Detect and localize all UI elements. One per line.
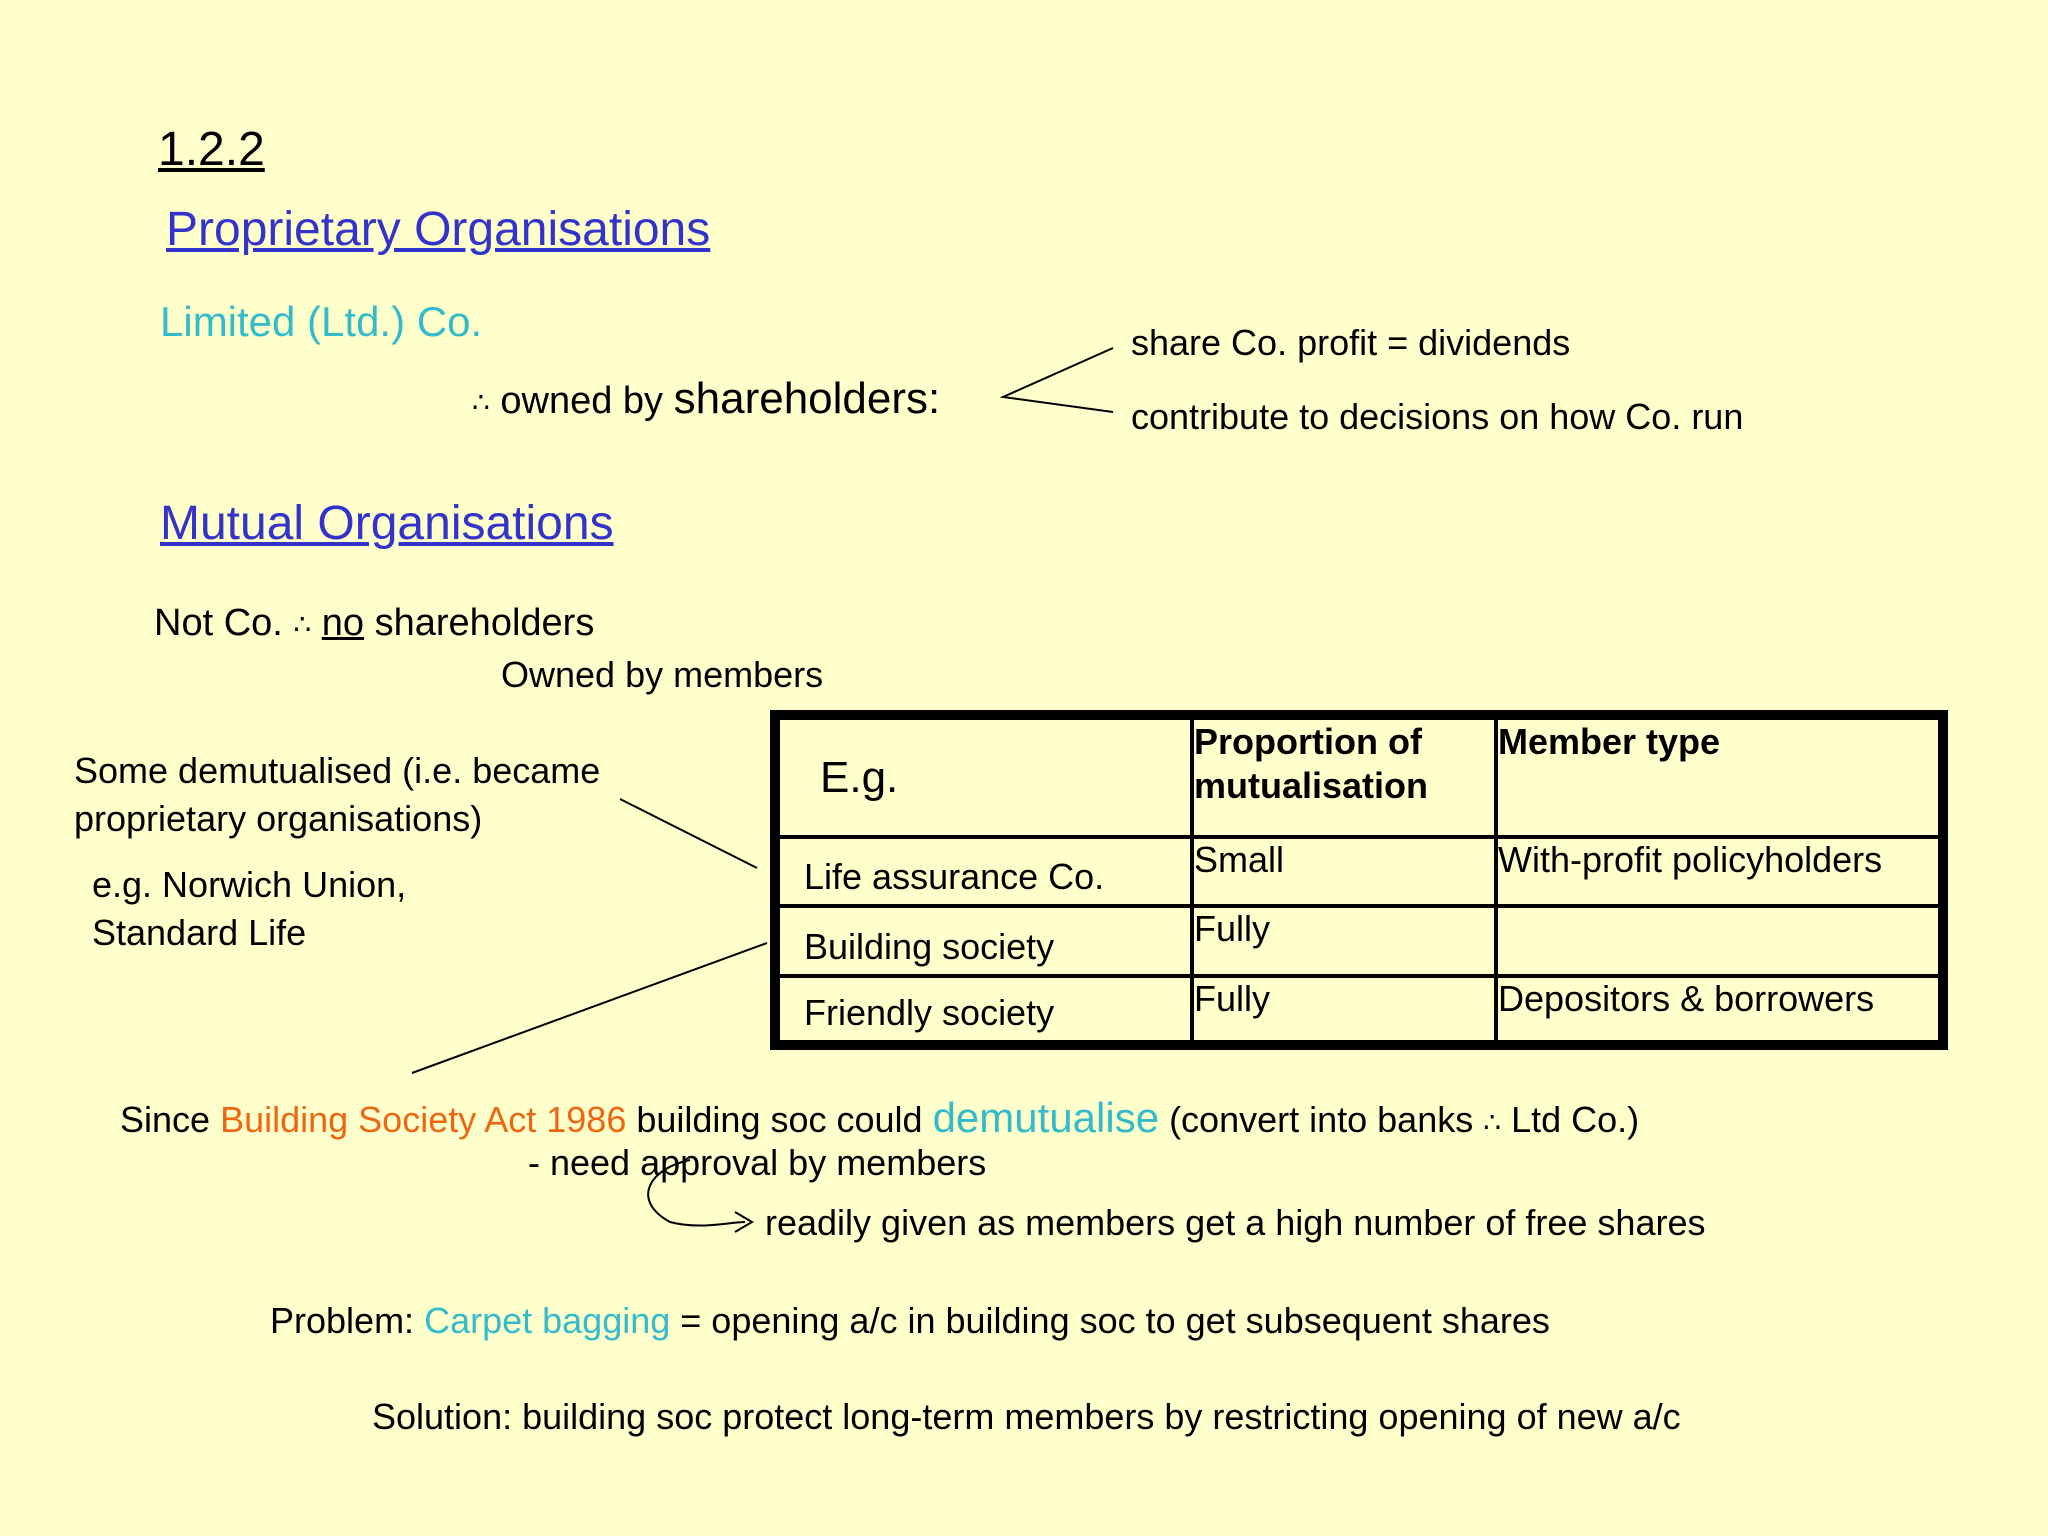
- since-middle: building soc could: [636, 1099, 923, 1140]
- therefore-icon: ∴: [472, 387, 490, 419]
- approval-line: - need approval by members: [528, 1142, 987, 1183]
- header-proportion: Proportion of mutualisation: [1192, 715, 1496, 837]
- problem-prefix: Problem:: [270, 1300, 415, 1341]
- table-row: [775, 976, 1943, 1045]
- example-line1: e.g. Norwich Union,: [92, 864, 407, 905]
- demutualised-line1: Some demutualised (i.e. became: [74, 750, 601, 791]
- since-line: [120, 1094, 1639, 1142]
- act-name: Building Society Act 1986: [220, 1099, 627, 1140]
- since-suffix-b: Ltd Co.): [1511, 1099, 1640, 1140]
- owned-by-text: owned by: [500, 380, 664, 422]
- readily-line: readily given as members get a high number of free shares: [765, 1202, 1706, 1243]
- proprietary-heading[interactable]: Proprietary Organisations: [166, 203, 711, 256]
- row-3-proportion: Fully: [1192, 976, 1496, 1045]
- ltd-label: Limited (Ltd.) Co.: [160, 298, 483, 345]
- row-1-proportion: Small: [1192, 837, 1496, 906]
- demutualised-pointer-line: [620, 799, 757, 868]
- problem-definition: = opening a/c in building soc to get subsequent shares: [680, 1300, 1550, 1341]
- therefore-icon: ∴: [293, 609, 312, 641]
- table-header-row: [775, 715, 1943, 837]
- row-2-member-type: [1496, 906, 1943, 975]
- header-eg: E.g.: [775, 715, 1192, 837]
- mutual-heading[interactable]: Mutual Organisations: [160, 497, 614, 550]
- problem-line: [270, 1300, 1550, 1342]
- no-shareholders-text: shareholders: [374, 602, 595, 644]
- row-1-eg: Life assurance Co.: [775, 837, 1192, 906]
- row-1-member-type: With-profit policyholders: [1496, 837, 1943, 906]
- branch-decisions: contribute to decisions on how Co. run: [1131, 396, 1744, 437]
- since-suffix-a: (convert into banks: [1169, 1099, 1474, 1140]
- not-co-line: [154, 602, 594, 645]
- row-3-eg: Friendly society: [775, 976, 1192, 1045]
- shareholders-bracket: [1003, 348, 1113, 412]
- owned-by-members: Owned by members: [501, 654, 824, 695]
- branch-dividends: share Co. profit = dividends: [1131, 322, 1571, 363]
- table-row: [775, 837, 1943, 906]
- not-co-text: Not Co.: [154, 602, 283, 644]
- row-2-proportion: Fully: [1192, 906, 1496, 975]
- owned-by-shareholders: [472, 374, 940, 424]
- carpet-bagging-term: Carpet bagging: [424, 1300, 671, 1341]
- building-society-pointer-line: [412, 943, 767, 1073]
- example-line2: Standard Life: [92, 912, 307, 953]
- no-text: no: [321, 602, 365, 644]
- section-number: 1.2.2: [158, 123, 265, 176]
- demutualise-term: demutualise: [932, 1094, 1160, 1141]
- row-3-member-type: Depositors & borrowers: [1496, 976, 1943, 1045]
- mutualisation-table: [770, 710, 1948, 1050]
- demutualised-line2: proprietary organisations): [74, 798, 483, 839]
- header-member-type: Member type: [1496, 715, 1943, 837]
- since-prefix: Since: [120, 1099, 211, 1140]
- solution-line: Solution: building soc protect long-term members by restricting opening of new a/c: [372, 1396, 1681, 1437]
- therefore-icon: ∴: [1483, 1106, 1502, 1138]
- table-row: [775, 906, 1943, 975]
- shareholders-text: shareholders:: [673, 374, 941, 423]
- row-2-eg: Building society: [775, 906, 1192, 975]
